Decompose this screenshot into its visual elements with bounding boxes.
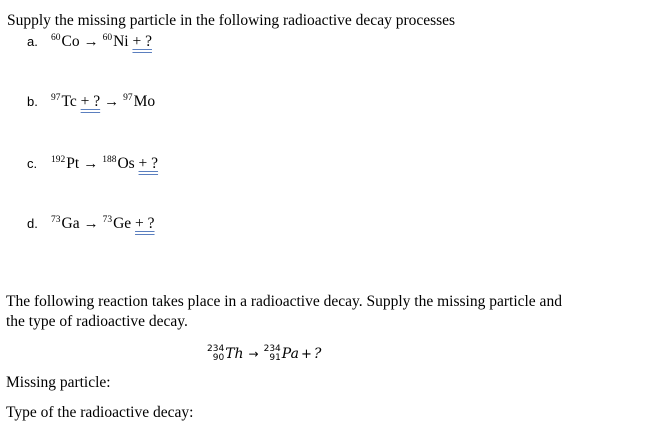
- element-symbol: Tc: [61, 93, 77, 110]
- reaction-arrow: →: [248, 347, 259, 361]
- reactant-symbol: Th: [225, 346, 244, 362]
- arrow-icon: →: [83, 34, 99, 50]
- unknown-particle: + ?: [80, 93, 101, 110]
- item-label: c.: [27, 156, 38, 171]
- question2-line2: the type of radioactive decay.: [6, 313, 188, 330]
- element-symbol: Mo: [133, 93, 156, 110]
- element-symbol: Ga: [61, 215, 80, 232]
- intro-text: Supply the missing particle in the following radioactive decay processes: [7, 12, 456, 29]
- element-symbol: Os: [117, 155, 135, 172]
- mass-number: 192: [51, 155, 66, 165]
- product-symbol: Pa: [281, 346, 299, 362]
- decay-type-label: Type of the radioactive decay:: [6, 404, 194, 421]
- item-label: a.: [27, 34, 38, 49]
- decay-equation: [207, 345, 321, 363]
- reactant-mass: 234: [207, 344, 225, 354]
- mass-number: 73: [102, 215, 113, 225]
- mass-number: 97: [51, 93, 61, 103]
- unknown-particle: ?: [313, 346, 322, 362]
- unknown-particle: + ?: [132, 33, 152, 50]
- reactant-numbers: [207, 345, 224, 363]
- arrow-icon: →: [83, 156, 99, 172]
- missing-particle-label: Missing particle:: [6, 374, 111, 391]
- mass-number: 73: [51, 215, 61, 225]
- unknown-particle: + ?: [135, 215, 155, 232]
- mass-number: 97: [123, 93, 133, 103]
- mass-number: 188: [102, 155, 117, 165]
- decay-item: [27, 93, 155, 111]
- arrow-icon: →: [104, 94, 120, 110]
- plus-sign: +: [300, 346, 312, 362]
- decay-item: [27, 33, 152, 51]
- question2-line1: The following reaction takes place in a radioactive decay. Supply the missing particle and: [6, 293, 562, 310]
- item-label: b.: [27, 94, 38, 109]
- mass-number: 60: [102, 33, 113, 43]
- product-atomic: 91: [269, 353, 281, 363]
- element-symbol: Pt: [66, 155, 80, 172]
- item-label: d.: [27, 216, 38, 231]
- element-symbol: Ge: [113, 215, 132, 232]
- element-symbol: Co: [61, 33, 80, 50]
- reactant-atomic: 90: [212, 353, 225, 363]
- arrow-icon: →: [83, 216, 99, 232]
- mass-number: 60: [51, 33, 61, 43]
- product-numbers: [264, 345, 281, 363]
- decay-item: [27, 215, 155, 233]
- decay-item: [27, 155, 158, 173]
- product-mass: 234: [263, 344, 281, 354]
- element-symbol: Ni: [113, 33, 129, 50]
- unknown-particle: + ?: [138, 155, 159, 172]
